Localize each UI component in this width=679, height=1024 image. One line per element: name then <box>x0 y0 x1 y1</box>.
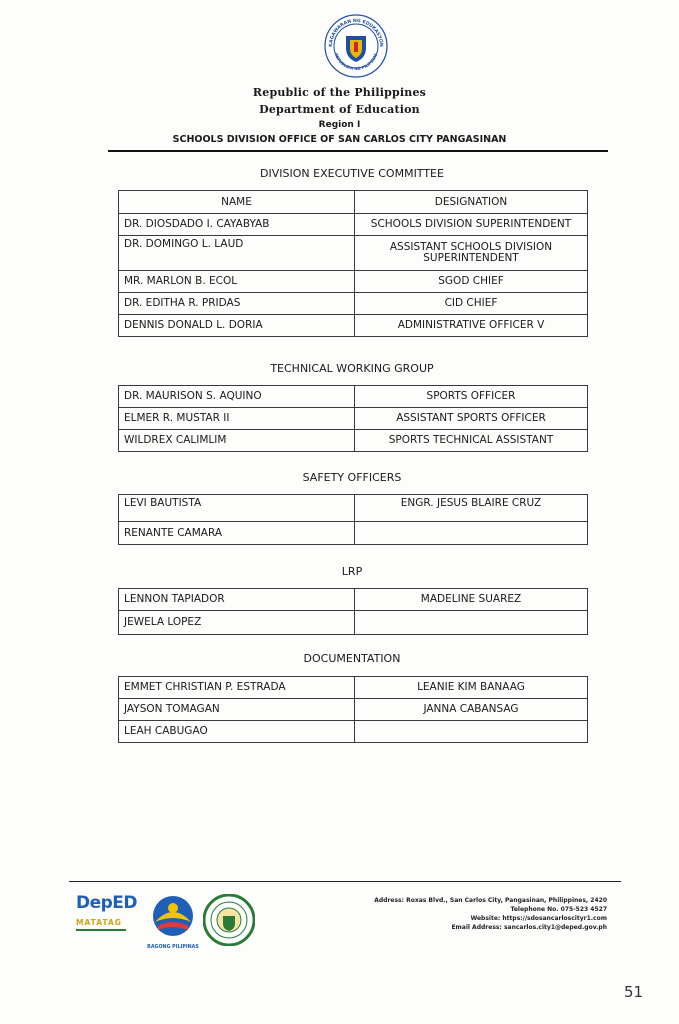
bagong-pilipinas-text: BAGONG PILIPINAS <box>147 945 199 950</box>
footer-email[interactable]: Email Address: sancarlos.city1@deped.gov.ph <box>451 924 607 931</box>
header-divider <box>108 150 608 152</box>
footer-divider <box>69 881 621 882</box>
table-row <box>119 677 588 699</box>
member-name: LENNON TAPIADOR <box>119 589 355 611</box>
seal-text-top: KAGAWARAN NG EDUKASYON <box>328 18 384 47</box>
table-row <box>119 721 588 743</box>
table-row <box>119 611 588 635</box>
bagong-pilipinas-logo <box>146 892 200 952</box>
table-row <box>119 408 588 430</box>
table-row <box>119 293 588 315</box>
member-name: MADELINE SUAREZ <box>355 589 588 611</box>
member-name: ELMER R. MUSTAR II <box>119 408 355 430</box>
member-designation: SGOD CHIEF <box>355 271 588 293</box>
member-designation: ADMINISTRATIVE OFFICER V <box>355 315 588 337</box>
member-designation: CID CHIEF <box>355 293 588 315</box>
footer-address: Address: Roxas Blvd., San Carlos City, Pangasinan, Philippines, 2420 <box>374 897 607 904</box>
documentation-table <box>118 676 588 743</box>
member-name: DR. DOMINGO L. LAUD <box>119 236 355 271</box>
table-row <box>119 214 588 236</box>
table-row <box>119 236 588 271</box>
member-name: DR. DIOSDADO I. CAYABYAB <box>119 214 355 236</box>
page-number: 51 <box>624 983 644 1001</box>
member-name: LEAH CABUGAO <box>119 721 355 743</box>
member-name: LEVI BAUTISTA <box>119 495 355 522</box>
section-title-lrp: LRP <box>341 565 363 578</box>
header-department: Department of Education <box>259 103 420 116</box>
deped-logo-text: DepED <box>76 893 138 913</box>
member-name: JAYSON TOMAGAN <box>119 699 355 721</box>
footer-website[interactable]: Website: https://sdosancarloscityr1.com <box>470 915 607 922</box>
footer-telephone: Telephone No. 075-523 4527 <box>510 906 607 913</box>
footer-contact <box>374 896 607 932</box>
table-row <box>119 699 588 721</box>
member-name: RENANTE CAMARA <box>119 522 355 545</box>
lrp-table <box>118 588 588 635</box>
deped-matatag-logo <box>76 893 138 951</box>
table-row <box>119 315 588 337</box>
table-row <box>119 430 588 452</box>
twg-table <box>118 385 588 452</box>
table-row <box>119 495 588 522</box>
seal-text-bottom: REPUBLIKA NG PILIPINAS <box>333 52 379 72</box>
member-name: MR. MARLON B. ECOL <box>119 271 355 293</box>
svg-text:REPUBLIKA NG PILIPINAS <box>334 52 379 71</box>
col-header-designation: DESIGNATION <box>355 191 588 214</box>
member-designation: SCHOOLS DIVISION SUPERINTENDENT <box>355 214 588 236</box>
header-republic: Republic of the Philippines <box>252 86 427 99</box>
member-designation: ASSISTANT SPORTS OFFICER <box>355 408 588 430</box>
safety-table <box>118 494 588 545</box>
table-row <box>119 271 588 293</box>
member-name: DR. EDITHA R. PRIDAS <box>119 293 355 315</box>
member-name <box>355 721 588 743</box>
member-designation: ASSISTANT SCHOOLS DIVISION SUPERINTENDENT <box>355 236 588 271</box>
table-row <box>119 386 588 408</box>
svg-text:KAGAWARAN NG EDUKASYON <box>328 18 384 47</box>
member-name: JANNA CABANSAG <box>355 699 588 721</box>
member-name: DENNIS DONALD L. DORIA <box>119 315 355 337</box>
matatag-logo-text: MATATAG <box>76 918 122 927</box>
header-division-office: SCHOOLS DIVISION OFFICE OF SAN CARLOS CITY PANGASINAN <box>172 134 507 145</box>
col-header-name: NAME <box>119 191 355 214</box>
section-title-twg: TECHNICAL WORKING GROUP <box>270 362 434 375</box>
section-title-safety: SAFETY OFFICERS <box>302 471 402 484</box>
member-name: LEANIE KIM BANAAG <box>355 677 588 699</box>
member-name <box>355 522 588 545</box>
member-designation: SPORTS OFFICER <box>355 386 588 408</box>
member-name: ENGR. JESUS BLAIRE CRUZ <box>355 495 588 522</box>
schools-division-office-seal <box>203 894 255 946</box>
member-name: EMMET CHRISTIAN P. ESTRADA <box>119 677 355 699</box>
table-row <box>119 522 588 545</box>
seal-ring-text <box>324 14 388 78</box>
member-name: JEWELA LOPEZ <box>119 611 355 635</box>
bagong-pilipinas-emblem <box>146 892 200 942</box>
section-title-executive: DIVISION EXECUTIVE COMMITTEE <box>260 167 444 180</box>
member-name <box>355 611 588 635</box>
member-name: DR. MAURISON S. AQUINO <box>119 386 355 408</box>
header-region: Region I <box>318 120 361 130</box>
member-name: WILDREX CALIMLIM <box>119 430 355 452</box>
member-designation: SPORTS TECHNICAL ASSISTANT <box>355 430 588 452</box>
table-header-row <box>119 191 588 214</box>
table-row <box>119 589 588 611</box>
section-title-documentation: DOCUMENTATION <box>303 652 401 665</box>
executive-table <box>118 190 588 337</box>
